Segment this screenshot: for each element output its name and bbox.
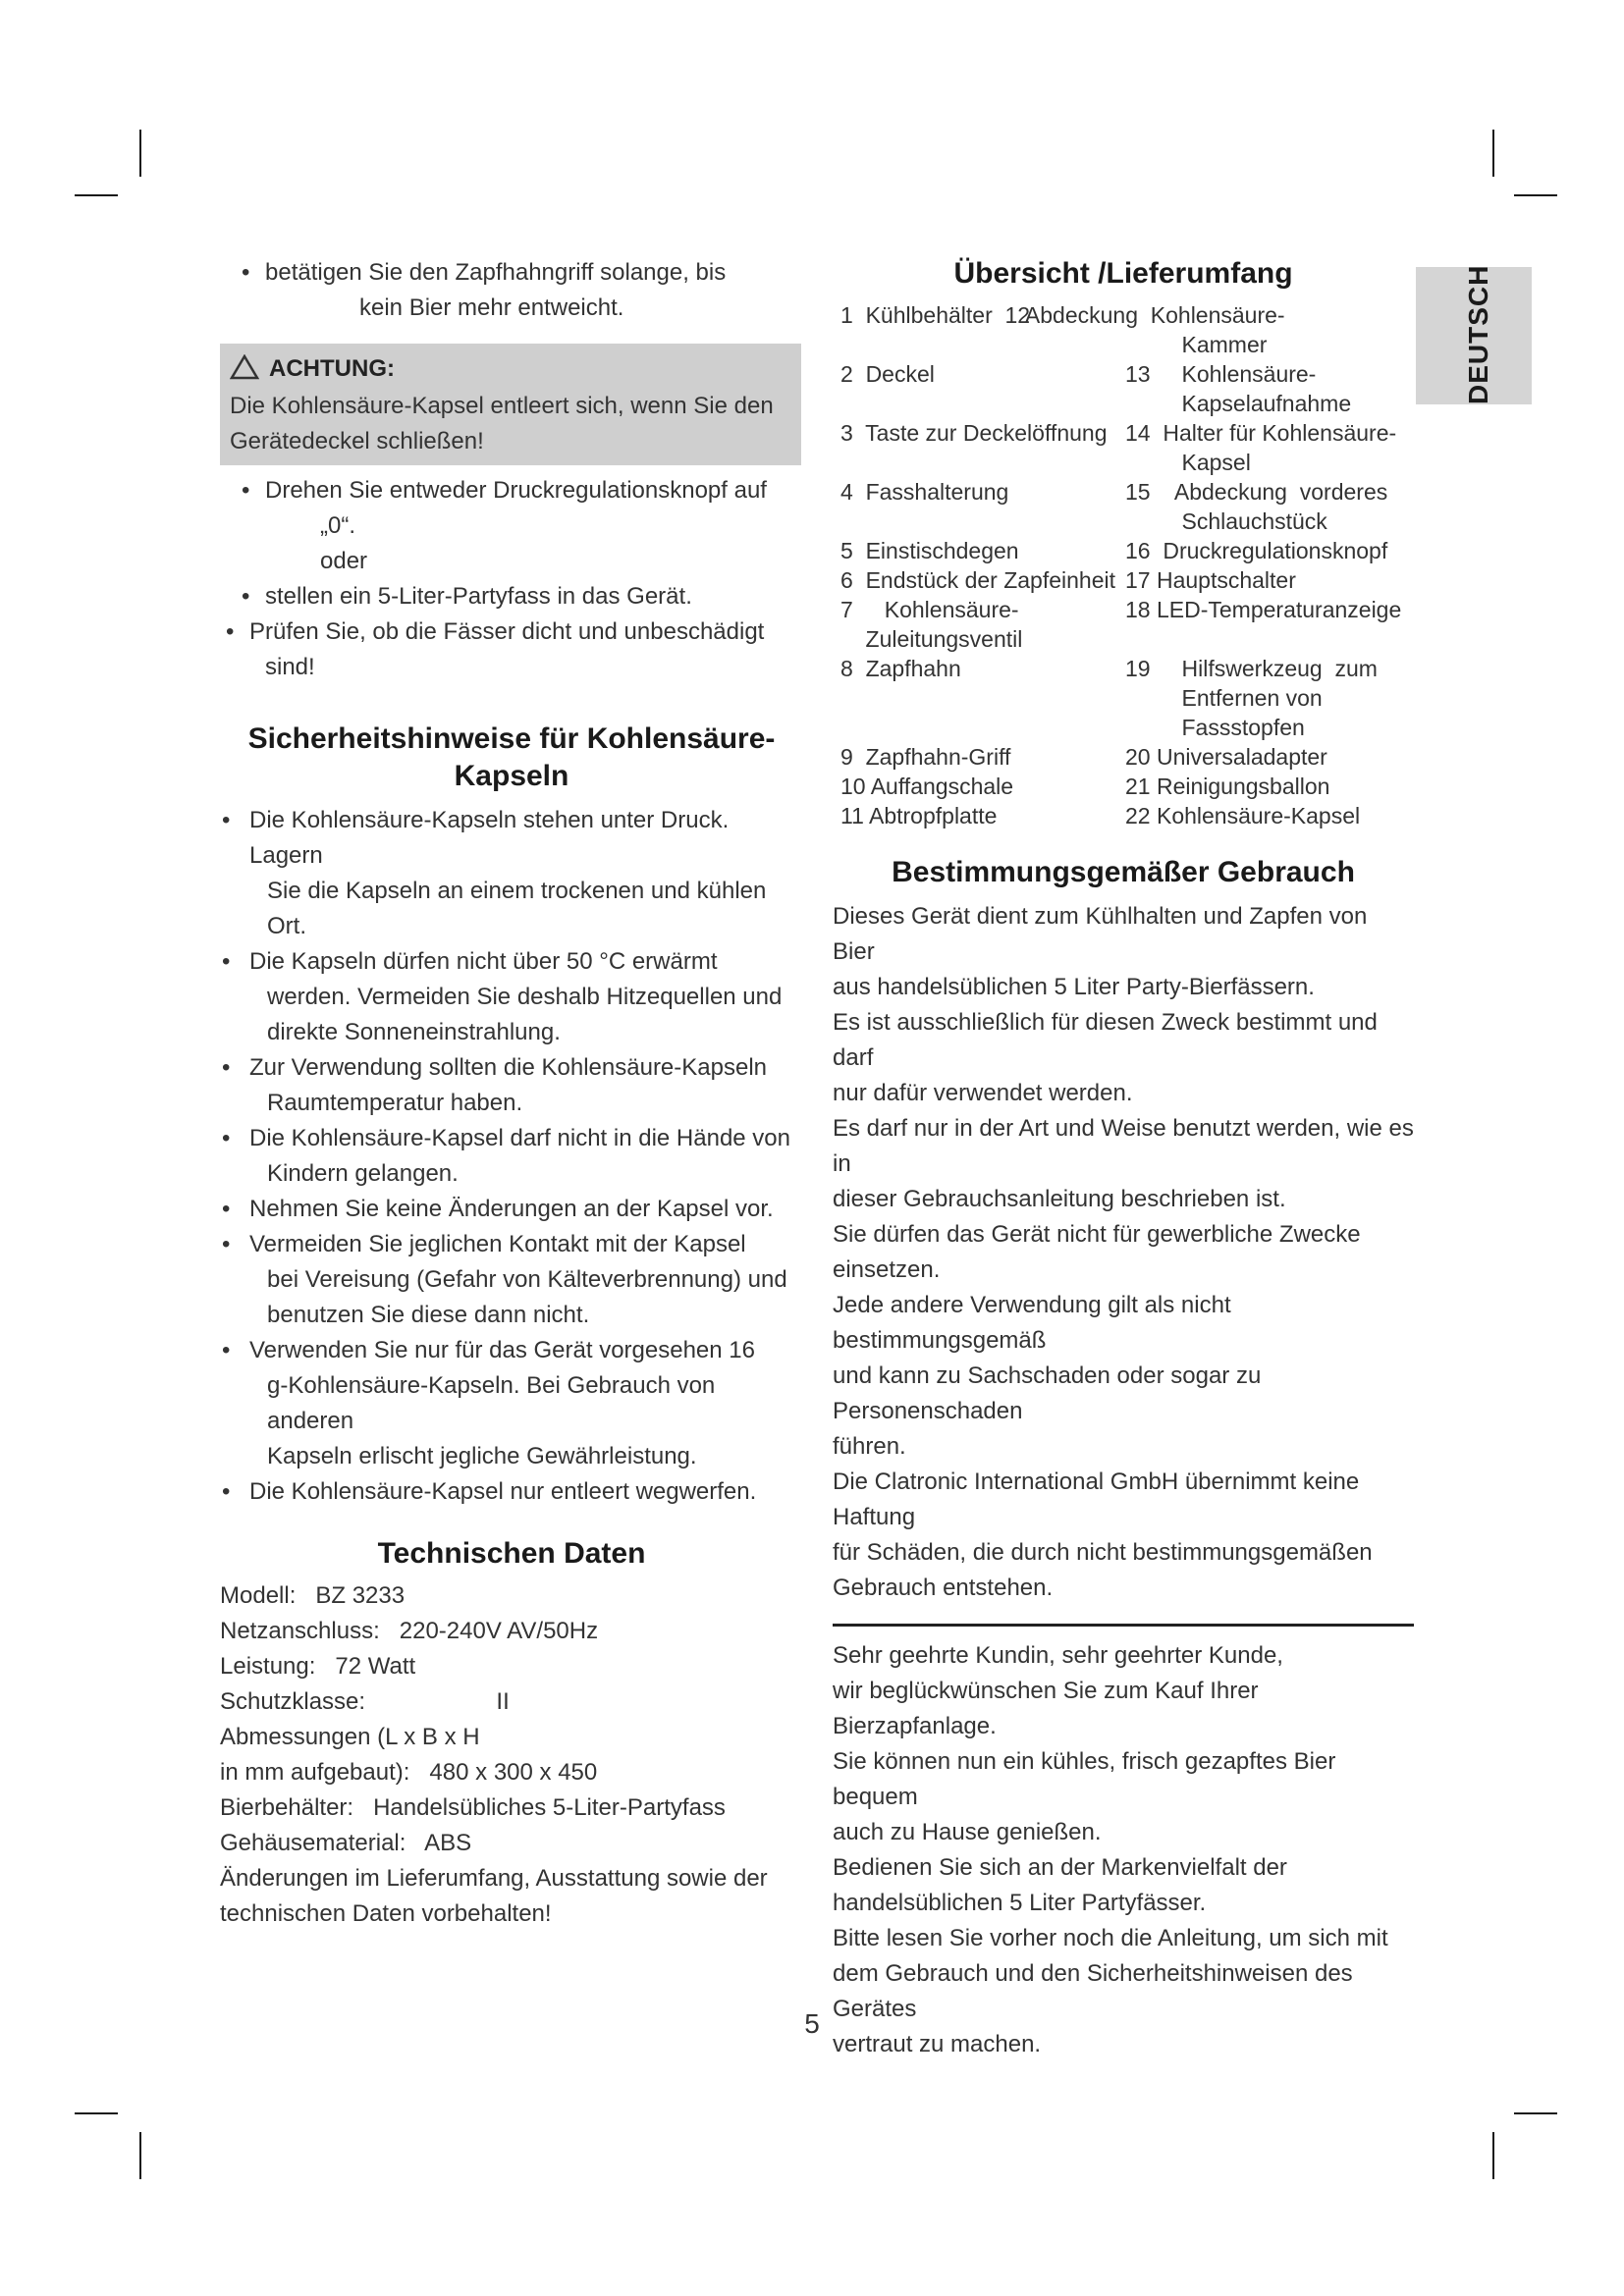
usage-line: für Schäden, die durch nicht bestimmungsgemäßen: [833, 1539, 1373, 1566]
overview-cell: [833, 683, 1125, 713]
overview-cell: Abdeckung Kohlensäure-: [1007, 302, 1285, 328]
safety-item: [210, 944, 801, 1050]
overview-cell: Schlauchstück: [1125, 508, 1327, 534]
overview-row: [833, 801, 1402, 830]
safety-item: [210, 1227, 801, 1333]
overview-cell: Kammer: [1125, 332, 1268, 357]
bullet-dot: •: [222, 1337, 231, 1363]
bullet-dot: •: [222, 807, 231, 833]
overview-cell: 5 Einstischdegen: [840, 538, 1019, 563]
safety-list: [210, 803, 801, 1510]
usage-line: dieser Gebrauchsanleitung beschrieben ist.: [833, 1186, 1286, 1212]
overview-cell: Kapsel: [1125, 450, 1251, 475]
tech-line: Abmessungen (L x B x H: [220, 1724, 480, 1750]
overview-cell: Zuleitungsventil: [840, 626, 1023, 652]
overview-row: [833, 565, 1402, 595]
bullet-drehen-line3: oder: [320, 548, 368, 574]
bullet-drehen-line2: „0“.: [320, 512, 355, 539]
overview-cell: 4 Fasshalterung: [840, 479, 1009, 505]
page-number: 5: [804, 2008, 820, 2039]
overview-cell: 17 Hauptschalter: [1125, 567, 1296, 593]
bullet-dot: •: [226, 618, 235, 645]
language-tab: [1416, 264, 1532, 404]
usage-line: aus handelsüblichen 5 Liter Party-Bierfässern.: [833, 974, 1315, 1000]
overview-row: [833, 330, 1402, 359]
greeting-line: Bedienen Sie sich an der Markenvielfalt der: [833, 1854, 1287, 1881]
overview-row: [833, 418, 1402, 448]
section-divider: [833, 1624, 1414, 1627]
safety-item-line: Die Kohlensäure-Kapsel darf nicht in die Hände von: [249, 1125, 791, 1151]
overview-cell: 18 LED-Temperaturanzeige: [1125, 597, 1402, 622]
overview-cell: 11 Abtropfplatte: [840, 803, 998, 828]
crop-mark: [1514, 194, 1557, 196]
safety-item-line: Zur Verwendung sollten die Kohlensäure-Kapseln: [249, 1054, 768, 1081]
overview-cell: 13 Kohlensäure-: [1125, 361, 1317, 387]
overview-cell: Kapselaufnahme: [1125, 391, 1352, 416]
left-column: [222, 255, 801, 1932]
crop-mark: [1514, 2112, 1557, 2114]
safety-item: [210, 1192, 801, 1227]
overview-cell: [833, 713, 1125, 742]
overview-cell: Fassstopfen: [1125, 715, 1305, 740]
overview-cell: [833, 389, 1125, 418]
overview-row: [833, 389, 1402, 418]
tech-line: technischen Daten vorbehalten!: [220, 1900, 552, 1927]
overview-cell: 1 Kühlbehälter 12: [840, 302, 1031, 328]
greeting-text: [833, 1638, 1414, 2062]
overview-row: [833, 595, 1402, 624]
tech-heading: Technischen Daten: [377, 1537, 646, 1570]
overview-row: [833, 713, 1402, 742]
bullet-pruefen-line1: Prüfen Sie, ob die Fässer dicht und unbeschädigt: [249, 618, 765, 645]
safety-item-line: g-Kohlensäure-Kapseln. Bei Gebrauch von anderen: [267, 1372, 716, 1434]
safety-item-line: bei Vereisung (Gefahr von Kälteverbrennung) und: [267, 1266, 787, 1293]
overview-cell: 22 Kohlensäure-Kapsel: [1125, 803, 1361, 828]
usage-line: einsetzen.: [833, 1256, 941, 1283]
safety-item-line: Sie die Kapseln an einem trockenen und kühlen Ort.: [267, 878, 767, 939]
bullet-dot: •: [222, 948, 231, 975]
overview-row: [833, 507, 1402, 536]
overview-cell: 7 Kohlensäure-: [840, 597, 1019, 622]
overview-heading: Übersicht /Lieferumfang: [953, 257, 1293, 290]
safety-item: [210, 1050, 801, 1121]
safety-item-line: direkte Sonneneinstrahlung.: [267, 1019, 561, 1045]
tech-line: Leistung: 72 Watt: [220, 1653, 416, 1680]
bullet-stellen: [222, 579, 801, 614]
safety-item-line: Die Kohlensäure-Kapsel nur entleert wegwerfen.: [249, 1478, 757, 1505]
bullet-dot: •: [242, 477, 250, 504]
bullet-stellen-line: stellen ein 5-Liter-Partyfass in das Gerät.: [265, 583, 692, 610]
overview-cell: [833, 507, 1125, 536]
safety-item-line: werden. Vermeiden Sie deshalb Hitzequellen und: [267, 984, 783, 1010]
overview-list: [833, 300, 1402, 830]
usage-line: Sie dürfen das Gerät nicht für gewerbliche Zwecke: [833, 1221, 1361, 1248]
overview-row: [833, 654, 1402, 683]
usage-line: Dieses Gerät dient zum Kühlhalten und Zapfen von Bier: [833, 903, 1368, 965]
right-column: [833, 255, 1414, 2062]
tech-line: Änderungen im Lieferumfang, Ausstattung sowie der: [220, 1865, 768, 1892]
warning-title: [230, 349, 791, 389]
safety-item: [210, 1333, 801, 1474]
warning-text-line2: Gerätedeckel schließen!: [230, 428, 484, 454]
greeting-line: vertraut zu machen.: [833, 2031, 1042, 2057]
overview-cell: [833, 330, 1125, 359]
crop-mark: [139, 2132, 141, 2179]
safety-heading-line1: Sicherheitshinweise für Kohlensäure-: [247, 722, 776, 755]
safety-item: [210, 1474, 801, 1510]
tech-line: in mm aufgebaut): 480 x 300 x 450: [220, 1759, 598, 1786]
greeting-line: dem Gebrauch und den Sicherheitshinweisen des Gerätes: [833, 1960, 1353, 2022]
warning-text-line1: Die Kohlensäure-Kapsel entleert sich, wenn Sie den: [230, 393, 774, 419]
safety-item-line: Kindern gelangen.: [267, 1160, 459, 1187]
usage-text: [833, 899, 1414, 1606]
safety-item-line: Nehmen Sie keine Änderungen an der Kapsel vor.: [249, 1196, 774, 1222]
bullet-dot: •: [242, 583, 250, 610]
overview-row: [833, 536, 1402, 565]
overview-cell: 15 Abdeckung vorderes: [1125, 479, 1388, 505]
crop-mark: [1492, 2132, 1494, 2179]
overview-cell: 21 Reinigungsballon: [1125, 774, 1330, 799]
overview-row: [833, 683, 1402, 713]
bullet-pruefen: [206, 614, 801, 685]
crop-mark: [1492, 130, 1494, 177]
intro-bullet-line2: kein Bier mehr entweicht.: [359, 294, 624, 321]
overview-cell: [1125, 624, 1402, 654]
safety-item-line: Raumtemperatur haben.: [267, 1090, 523, 1116]
safety-item-line: Kapseln erlischt jegliche Gewährleistung.: [267, 1443, 697, 1469]
usage-line: Es darf nur in der Art und Weise benutzt werden, wie es in: [833, 1115, 1414, 1177]
overview-cell: 19 Hilfswerkzeug zum: [1125, 656, 1378, 681]
overview-row: [833, 772, 1402, 801]
intro-bullet-line1: betätigen Sie den Zapfhahngriff solange, bis: [265, 259, 727, 286]
safety-item-line: Vermeiden Sie jeglichen Kontakt mit der Kapsel: [249, 1231, 746, 1257]
tech-line: Gehäusematerial: ABS: [220, 1830, 472, 1856]
safety-item: [210, 803, 801, 944]
usage-line: Es ist ausschließlich für diesen Zweck bestimmt und darf: [833, 1009, 1378, 1071]
overview-row: [833, 742, 1402, 772]
overview-row: [833, 477, 1402, 507]
crop-mark: [75, 2112, 118, 2114]
safety-item-line: Verwenden Sie nur für das Gerät vorgesehen 16: [249, 1337, 755, 1363]
usage-line: Jede andere Verwendung gilt als nicht bestimmungsgemäß: [833, 1292, 1231, 1354]
safety-item: [210, 1121, 801, 1192]
tech-line: Bierbehälter: Handelsübliches 5-Liter-Partyfass: [220, 1794, 726, 1821]
bullet-dot: •: [222, 1231, 231, 1257]
overview-cell: 8 Zapfhahn: [840, 656, 961, 681]
bullet-drehen-line1: Drehen Sie entweder Druckregulationsknopf auf: [265, 477, 767, 504]
tech-line: Schutzklasse: II: [220, 1688, 510, 1715]
bullet-pruefen-line2: sind!: [265, 654, 315, 680]
overview-cell: 14 Halter für Kohlensäure-: [1125, 420, 1397, 446]
bullet-dot: •: [222, 1054, 231, 1081]
greeting-line: Sehr geehrte Kundin, sehr geehrter Kunde,: [833, 1642, 1283, 1669]
greeting-line: auch zu Hause genießen.: [833, 1819, 1102, 1845]
safety-heading: [222, 721, 801, 795]
greeting-line: Bitte lesen Sie vorher noch die Anleitung, um sich mit: [833, 1925, 1388, 1951]
bullet-dot: •: [222, 1125, 231, 1151]
usage-line: Gebrauch entstehen.: [833, 1575, 1054, 1601]
crop-mark: [75, 194, 118, 196]
bullet-drehen: [222, 473, 801, 579]
overview-cell: 20 Universaladapter: [1125, 744, 1327, 770]
greeting-line: Sie können nun ein kühles, frisch gezapftes Bier bequem: [833, 1748, 1336, 1810]
overview-row: [833, 300, 1402, 330]
overview-cell: Entfernen von: [1125, 685, 1323, 711]
overview-cell: [833, 448, 1125, 477]
safety-heading-line2: Kapseln: [454, 760, 569, 792]
bullet-dot: •: [222, 1196, 231, 1222]
overview-cell: 9 Zapfhahn-Griff: [840, 744, 1011, 770]
crop-mark: [139, 130, 141, 177]
overview-row: [833, 448, 1402, 477]
overview-row: [833, 359, 1402, 389]
overview-cell: 2 Deckel: [840, 361, 935, 387]
usage-line: Die Clatronic International GmbH übernimmt keine Haftung: [833, 1468, 1360, 1530]
language-tab-label: DEUTSCH: [1463, 264, 1493, 404]
warning-title-text: ACHTUNG:: [269, 355, 395, 382]
tech-data: [220, 1578, 801, 1932]
safety-item-line: Die Kohlensäure-Kapseln stehen unter Druck. Lagern: [249, 807, 730, 869]
overview-cell: 16 Druckregulationsknopf: [1125, 538, 1388, 563]
warning-box: [220, 344, 801, 465]
overview-row: [833, 624, 1402, 654]
overview-cell: 6 Endstück der Zapfeinheit: [840, 567, 1115, 593]
usage-line: führen.: [833, 1433, 906, 1460]
greeting-line: wir beglückwünschen Sie zum Kauf Ihrer Bierzapfanlage.: [833, 1678, 1259, 1739]
tech-line: Netzanschluss: 220-240V AV/50Hz: [220, 1618, 599, 1644]
safety-item-line: benutzen Sie diese dann nicht.: [267, 1302, 590, 1328]
bullet-dot: •: [242, 259, 250, 286]
warning-triangle-icon: [230, 353, 259, 379]
intro-bullet: [222, 255, 801, 326]
overview-cell: 10 Auffangschale: [840, 774, 1014, 799]
safety-item-line: Die Kapseln dürfen nicht über 50 °C erwärmt: [249, 948, 718, 975]
usage-line: nur dafür verwendet werden.: [833, 1080, 1133, 1106]
overview-cell: 3 Taste zur Deckelöffnung: [840, 420, 1108, 446]
usage-line: und kann zu Sachschaden oder sogar zu Personenschaden: [833, 1362, 1262, 1424]
bullet-dot: •: [222, 1478, 231, 1505]
greeting-line: handelsüblichen 5 Liter Partyfässer.: [833, 1890, 1207, 1916]
usage-heading: Bestimmungsgemäßer Gebrauch: [892, 856, 1355, 888]
tech-line: Modell: BZ 3233: [220, 1582, 406, 1609]
